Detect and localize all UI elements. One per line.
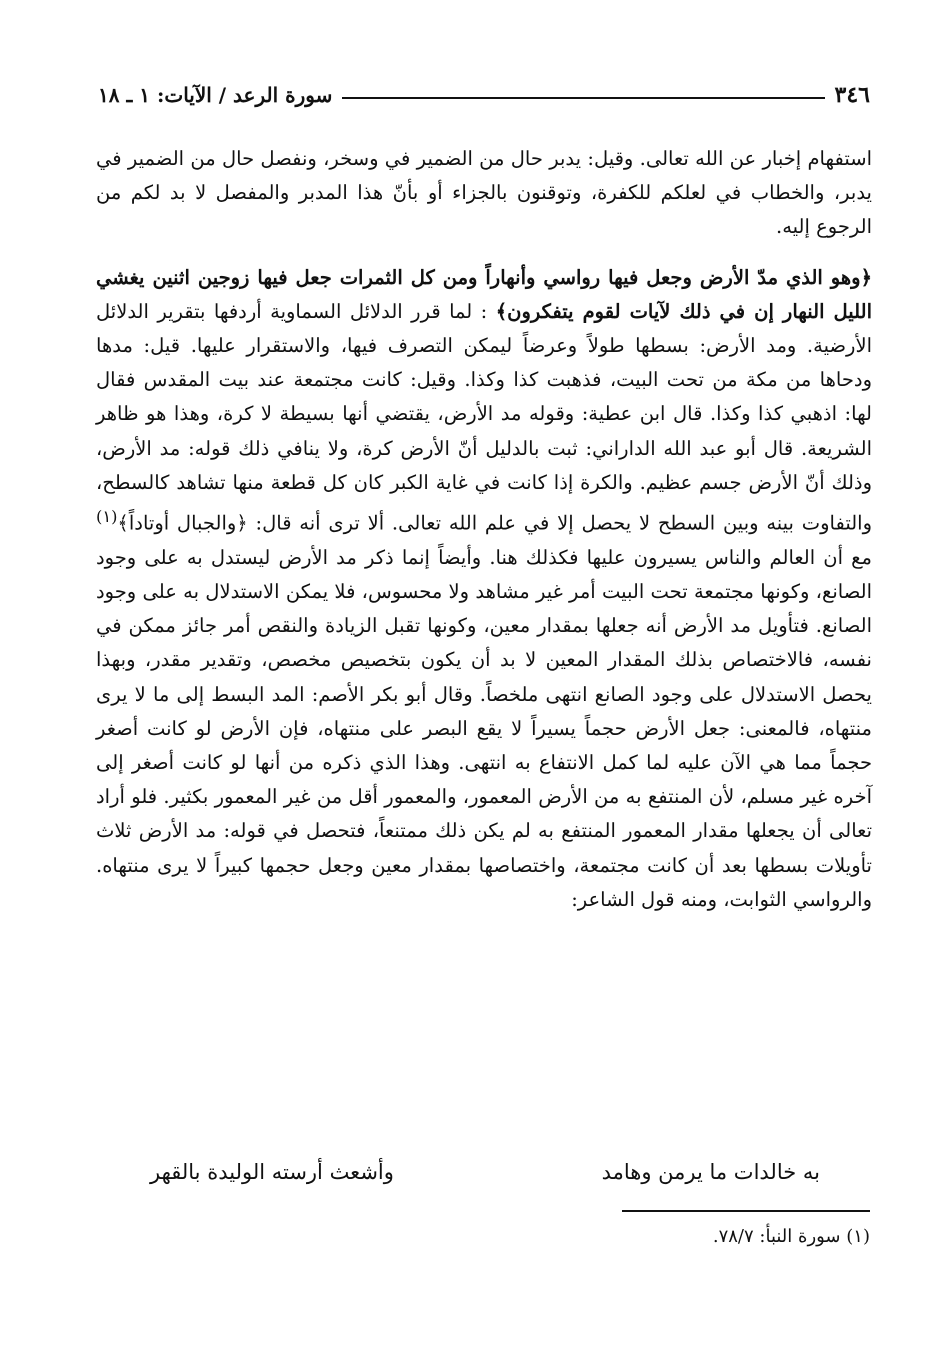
commentary-part-1: : لما قرر الدلائل السماوية أردفها بتقرير الدلائل الأرضية. ومد الأرض: بسطها طولاً وعرضاً ليمكن التصرف فيها، والاستقرار عليها. قيل: مدها ودحاها من مكة من تحت البيت، فذهبت كذا وكذا. وقيل: كانت مجتمعة عند بيت المقدس فقال لها: اذهبي كذا وكذا. قال ابن عطية: وقوله مد الأرض، يقتضي أنها بسيطة لا كرة، وهذا هو ظاهر الشريعة. قال أبو عبد الله الداراني: ثبت بالدليل أنّ الأرض كرة، ولا ينافي ذلك قوله: مد الأرض، وذلك أنّ الأرض جسم عظيم. والكرة إذا كانت في غاية الكبر كان كل قطعة منها تشاهد كالسطح، والتفاوت بينه وبين السطح لا يحصل إلا في علم الله تعالى. ألا ترى أنه قال: <box>96 299 872 535</box>
footnote-number: (١) <box>846 1226 870 1247</box>
poem-hemistich-right: به خالدات ما يرمن وهامد <box>601 1160 820 1184</box>
paragraph-2 <box>96 261 872 917</box>
footnote <box>600 1226 870 1258</box>
poem-hemistich-left: وأشعث أرسته الوليدة بالقهر <box>150 1160 394 1184</box>
main-text <box>96 142 872 1202</box>
quran-citation: ﴿والجبال أوتاداً﴾ <box>117 511 248 535</box>
running-header <box>98 78 870 112</box>
page-number: ٣٤٦ <box>834 82 870 108</box>
commentary-part-2: مع أن العالم والناس يسيرون عليها فكذلك هنا. وأيضاً إنما ذكر مد الأرض ليستدل به على وجود الصانع، وكونها مجتمعة تحت البيت أمر غير مشاهد ولا محسوس، فلا يمكن الاستدلال به على وجود الصانع. فتأويل مد الأرض أنه جعلها بمقدار معين، وكونها تقبل الزيادة والنقص أمر جائز ممكن في نفسه، فالاختصاص بذلك المقدار المعين لا بد أن يكون بتخصيص مخصص، وتقدير مقدر، وبهذا يحصل الاستدلال على وجود الصانع انتهى ملخصاً. وقال أبو بكر الأصم: المد البسط إلى ما لا يرى منتهاه، فالمعنى: جعل الأرض حجماً يسيراً لا يقع البصر على منتهاه، فإن الأرض لو كانت أصغر حجماً مما هي الآن عليه لما كمل الانتفاع به انتهى. وهذا الذي ذكره من أنها لو كانت أصغر إلى آخره غير مسلم، لأن المنتفع به من الأرض المعمور، والمعمور أقل من غير المعمور بكثير. فلو أراد تعالى أن يجعلها مقدار المعمور المنتفع به لم يكن ذلك ممتنعاً، فتحصل في قوله: مد الأرض ثلاث تأويلات بسطها بعد أن كانت مجتمعة، واختصاصها بمقدار معين وجعل حجمها كبيراً لا يرى منتهاه. والرواسي الثوابت، ومنه قول الشاعر: <box>96 545 872 911</box>
footnote-text: سورة النبأ: ٧٨/٧. <box>712 1226 841 1247</box>
header-rule <box>342 97 824 99</box>
quran-verse: ﴿وهو الذي مدّ الأرض وجعل فيها رواسي وأنهاراً ومن كل الثمرات جعل فيها زوجين اثنين يغشي الليل النهار إن في ذلك لآيات لقوم يتفكرون﴾ <box>96 265 872 323</box>
running-title: سورة الرعد / الآيات: ١ ـ ١٨ <box>98 83 333 107</box>
footnote-marker[interactable]: (١) <box>96 507 118 527</box>
poem-line <box>150 1152 820 1192</box>
footnote-separator <box>622 1210 870 1212</box>
paragraph-1: استفهام إخبار عن الله تعالى. وقيل: يدبر حال من الضمير في وسخر، ونفصل حال من الضمير في يدبر، والخطاب في لعلكم للكفرة، وتوقنون بالجزاء أو بأنّ هذا المدبر والمفصل لا بد لكم من الرجوع إليه. <box>96 147 872 239</box>
